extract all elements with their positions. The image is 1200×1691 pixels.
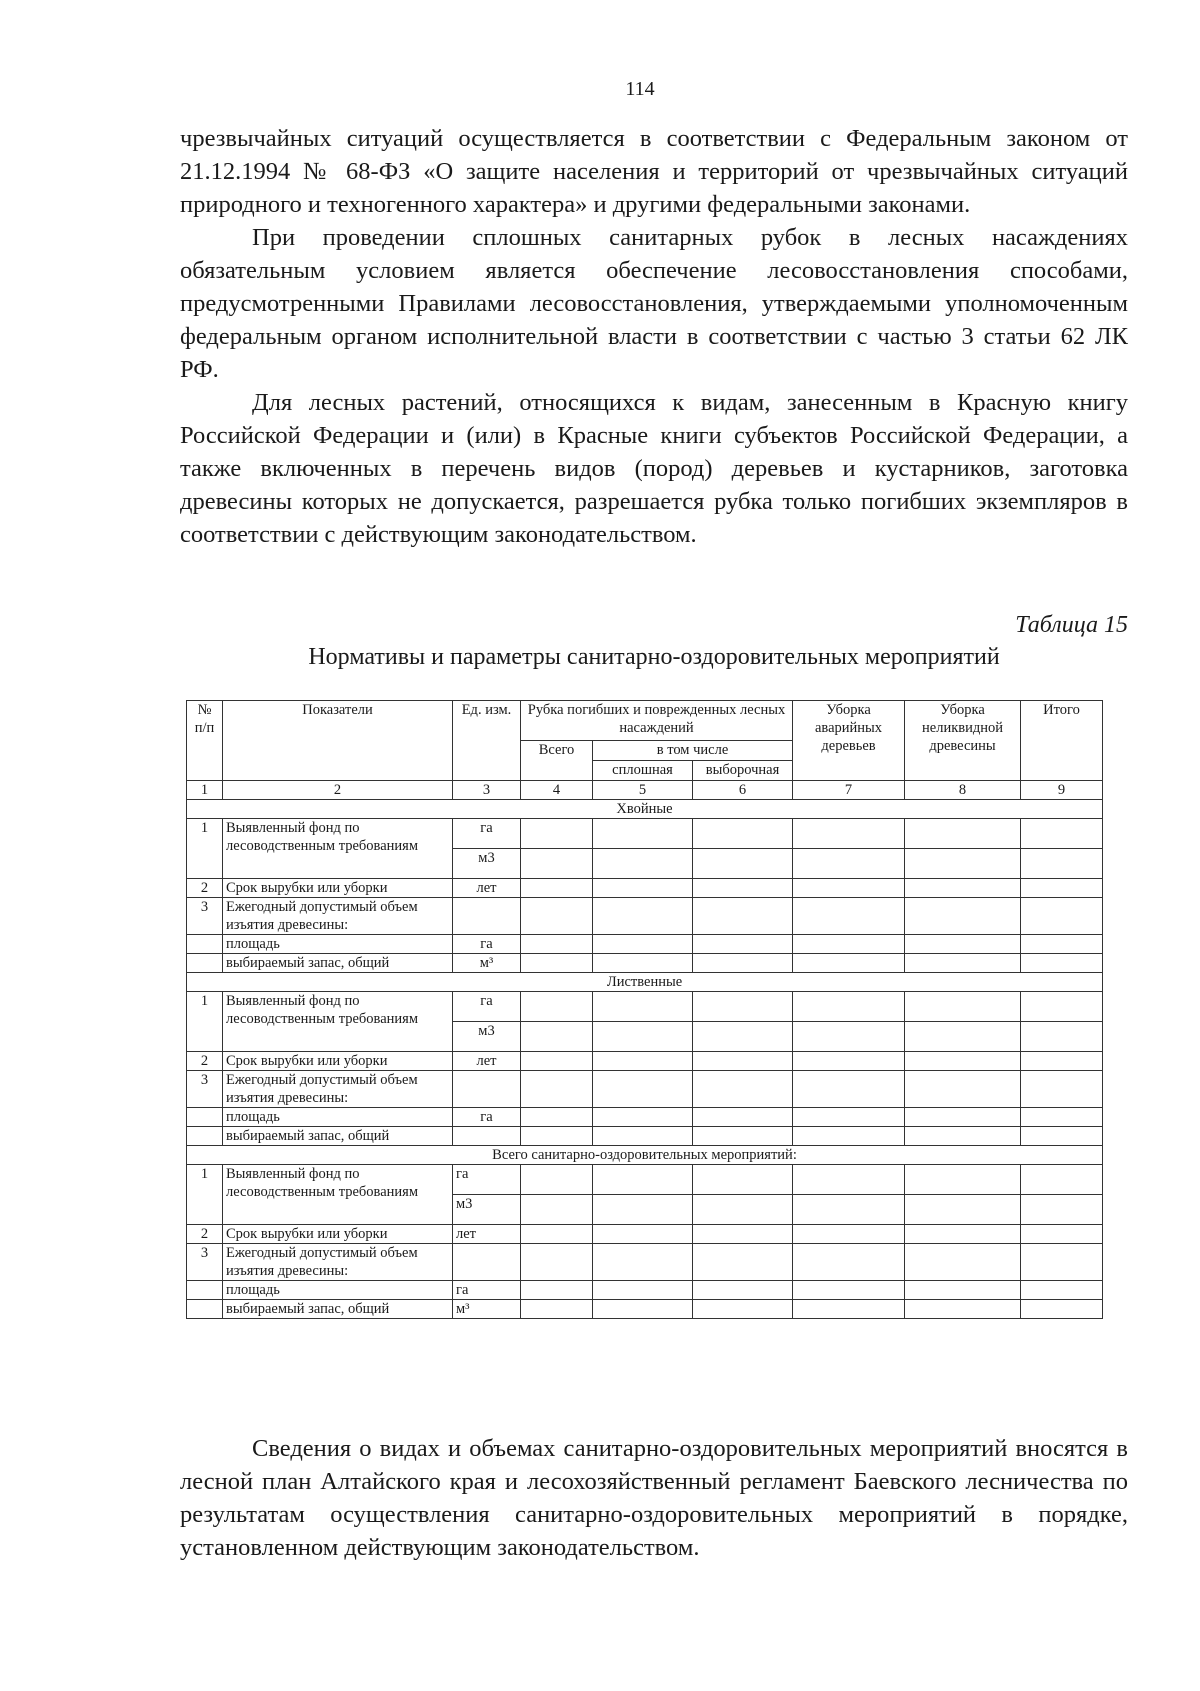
row-unit: м3 [453,1195,521,1225]
section-coniferous [187,800,1103,973]
row-unit: га [453,1108,521,1127]
row-unit: га [453,935,521,954]
row-label: Ежегодный допустимый объем изъятия древесины: [223,1244,453,1281]
row-label: Выявленный фонд по лесоводственным требованиям [223,1165,453,1225]
row-unit [453,1127,521,1146]
col-number: 8 [905,781,1021,800]
header-illiquid: Уборка неликвидной древесины [905,701,1021,781]
row-label: площадь [223,935,453,954]
row-number: 3 [187,1244,223,1281]
row-label: Срок вырубки или уборки [223,1052,453,1071]
row-unit: м³ [453,954,521,973]
col-number: 6 [693,781,793,800]
col-number: 4 [521,781,593,800]
paragraph-2: При проведении сплошных санитарных рубок в лесных насаждениях обязательным условием является обеспечение лесовосстановления способами, предусмотренными Правилами лесовосстановления, утверждаемыми уполномоченным федеральным органом исполнительной власти в соответствии с частью 3 статьи 62 ЛК РФ. [180,224,1128,383]
header-including: в том числе [593,741,793,761]
section-deciduous [187,973,1103,1146]
header-emergency: Уборка аварийных деревьев [793,701,905,781]
header-clear: сплошная [593,761,693,781]
section-total [187,1146,1103,1319]
row-label: выбираемый запас, общий [223,1300,453,1319]
header-itogo: Итого [1021,701,1103,781]
section-title: Лиственные [187,973,1103,992]
col-number: 7 [793,781,905,800]
col-number: 2 [223,781,453,800]
table-caption: Таблица 15 [1015,612,1128,638]
row-label: площадь [223,1108,453,1127]
row-unit: м3 [453,849,521,879]
intro-text [180,122,1128,551]
row-label: Выявленный фонд по лесоводственным требованиям [223,992,453,1052]
col-number: 9 [1021,781,1103,800]
section-title: Хвойные [187,800,1103,819]
row-unit: га [453,992,521,1022]
header-unit: Ед. изм. [453,701,521,781]
row-number: 1 [187,1165,223,1225]
row-label: Выявленный фонд по лесоводственным требованиям [223,819,453,879]
row-unit: м³ [453,1300,521,1319]
row-unit: м3 [453,1022,521,1052]
page-number: 114 [625,78,655,100]
row-number: 2 [187,1052,223,1071]
header-num: № п/п [187,701,223,781]
col-number: 1 [187,781,223,800]
sanitary-measures-table [186,700,1103,1319]
header-selective: выборочная [693,761,793,781]
paragraph-3: Для лесных растений, относящихся к видам, занесенным в Красную книгу Российской Федерации и (или) в Красные книги субъектов Российской Федерации, а также включенных в перечень видов (пород) деревьев и кустарников, заготовка древесины которых не допускается, разрешается рубка только погибших экземпляров в соответствии с действующим законодательством. [180,389,1128,548]
header-indicators: Показатели [223,701,453,781]
row-unit: га [453,1165,521,1195]
section-title: Всего санитарно-оздоровительных мероприятий: [187,1146,1103,1165]
row-label: выбираемый запас, общий [223,1127,453,1146]
paragraph-1: чрезвычайных ситуаций осуществляется в соответствии с Федеральным законом от 21.12.1994 № 68-ФЗ «О защите населения и территорий от чрезвычайных ситуаций природного и техногенного характера» и другими федеральными законами. [180,125,1128,218]
paragraph-4: Сведения о видах и объемах санитарно-оздоровительных мероприятий вносятся в лесной план Алтайского края и лесохозяйственный регламент Баевского лесничества по результатам осуществления санитарно-оздоровительных мероприятий в порядке, установленном действующим законодательством. [180,1435,1128,1561]
row-label: Ежегодный допустимый объем изъятия древесины: [223,1071,453,1108]
row-label: Срок вырубки или уборки [223,879,453,898]
closing-text [180,1432,1128,1564]
row-number: 1 [187,992,223,1052]
row-number: 2 [187,879,223,898]
table-title: Нормативы и параметры санитарно-оздоровительных мероприятий [308,644,1000,670]
row-number: 3 [187,898,223,935]
header-felling: Рубка погибших и поврежденных лесных насаждений [521,701,793,741]
row-number: 2 [187,1225,223,1244]
row-unit: га [453,819,521,849]
row-label: Ежегодный допустимый объем изъятия древесины: [223,898,453,935]
row-unit: лет [453,1052,521,1071]
row-unit: лет [453,1225,521,1244]
col-number: 3 [453,781,521,800]
row-number: 3 [187,1071,223,1108]
row-unit: га [453,1281,521,1300]
row-label: выбираемый запас, общий [223,954,453,973]
row-number: 1 [187,819,223,879]
col-number: 5 [593,781,693,800]
row-label: площадь [223,1281,453,1300]
header-total: Всего [521,741,593,781]
row-label: Срок вырубки или уборки [223,1225,453,1244]
row-unit: лет [453,879,521,898]
